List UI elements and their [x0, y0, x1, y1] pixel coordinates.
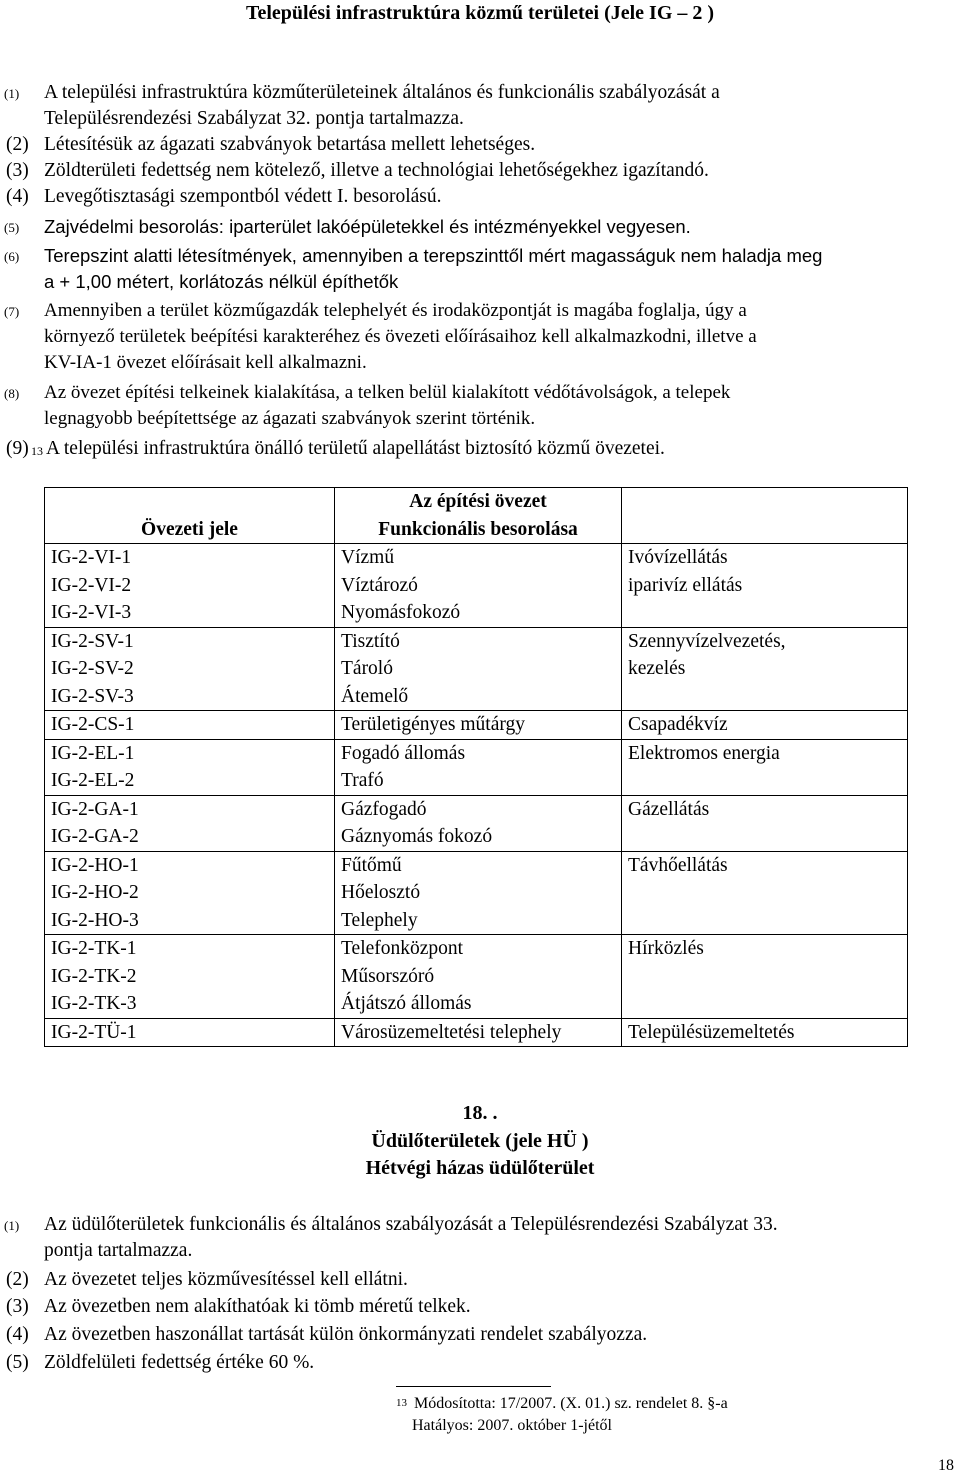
paragraph-line: Zöldterületi fedettség nem kötelező, illetve a technológiai lehetőségekhez igazítandó.: [44, 160, 709, 181]
zone-function: Tisztító: [341, 630, 400, 652]
paragraph-line: környező területek beépítési karakteréhez és övezeti előírásaihoz kell alkalmazkodni, illetve a: [44, 326, 757, 347]
zone-category: Távhőellátás: [628, 854, 728, 876]
table-row: [45, 544, 908, 628]
paragraph-number: (3): [6, 1296, 29, 1317]
zone-code: IG-2-HO-2: [51, 882, 139, 903]
paragraph-number: (1): [4, 86, 20, 101]
function-cell: [335, 935, 622, 1019]
zone-code: IG-2-VI-2: [51, 574, 132, 596]
zone-function: Fogadó állomás: [341, 742, 466, 764]
table-row: [45, 795, 908, 851]
zone-category: kezelés: [628, 658, 686, 679]
zone-code: IG-2-VI-3: [51, 602, 132, 623]
paragraph-line: Létesítésük az ágazati szabványok betartása mellett lehetséges.: [44, 134, 536, 155]
code-cell: [45, 544, 335, 628]
paragraph-line: A települési infrastruktúra közműterületeinek általános és funkcionális szabályozását a: [44, 82, 720, 103]
code-cell: [45, 795, 335, 851]
zone-function: Víztározó: [341, 574, 418, 596]
zone-function: Műsorszóró: [341, 965, 435, 987]
zone-table: [44, 487, 908, 1047]
zone-code: IG-2-EL-1: [51, 742, 135, 764]
table-row: [45, 627, 908, 711]
paragraph-number: (1): [4, 1218, 20, 1233]
zone-function: Vízmű: [341, 547, 395, 568]
header-cell-code: [45, 488, 335, 544]
paragraph-line: Zajvédelmi besorolás: iparterület lakóépületekkel és intézményekkel vegyesen.: [44, 216, 691, 237]
page-title: Települési infrastruktúra közmű területei (Jele IG – 2 ): [245, 2, 715, 24]
table-row: [45, 711, 908, 740]
paragraph-number: (4): [6, 186, 29, 207]
paragraph-number: (2): [6, 134, 29, 155]
zone-category: Gázellátás: [628, 798, 710, 820]
category-cell: [622, 1018, 908, 1047]
header-cell-category: [622, 488, 908, 544]
paragraph-number: (9): [6, 438, 29, 459]
zone-function: Gázfogadó: [341, 798, 427, 820]
code-cell: [45, 935, 335, 1019]
zone-function: Nyomásfokozó: [341, 602, 461, 623]
paragraph-number: (2): [6, 1269, 29, 1290]
zone-category: Szennyvízelvezetés,: [628, 630, 786, 652]
paragraph-line: A települési infrastruktúra önálló területű alapellátást biztosító közmű övezetei.: [46, 438, 665, 459]
zone-code: IG-2-TK-1: [51, 938, 137, 959]
zone-function: Városüzemeltetési telephely: [341, 1021, 562, 1043]
header-label: Az építési övezet: [409, 491, 547, 512]
header-label: Övezeti jele: [141, 518, 238, 540]
category-cell: [622, 739, 908, 795]
zone-category: Elektromos energia: [628, 742, 780, 764]
zone-function: Tároló: [341, 658, 393, 679]
paragraph-number: (6): [4, 249, 20, 264]
zone-function: Átjátszó állomás: [341, 993, 472, 1014]
zone-code: IG-2-SV-3: [51, 685, 134, 707]
paragraph-line: Az övezet építési telkeinek kialakítása, a telken belül kialakított védőtávolságok, a telepek: [44, 382, 731, 403]
zone-category: iparivíz ellátás: [628, 574, 743, 596]
zone-code: IG-2-HO-1: [51, 854, 139, 876]
zone-code: IG-2-TK-2: [51, 965, 137, 987]
zone-function: Fűtőmű: [341, 854, 402, 876]
zone-function: Átemelő: [341, 685, 409, 707]
zone-function: Telefonközpont: [341, 938, 464, 959]
paragraph-line: Amennyiben a terület közműgazdák telephelyét és irodaközpontját is magába foglalja, úgy a: [44, 300, 747, 321]
table-row: [45, 935, 908, 1019]
paragraph-number: (8): [4, 386, 20, 401]
zone-code: IG-2-GA-1: [51, 798, 139, 820]
function-cell: [335, 627, 622, 711]
footnote-separator: [396, 1386, 551, 1387]
zone-code: IG-2-SV-1: [51, 630, 134, 652]
section-number: 18. .: [462, 1102, 498, 1124]
zone-code: IG-2-VI-1: [51, 547, 132, 568]
zone-function: Telephely: [341, 909, 418, 931]
table-row: [45, 851, 908, 935]
category-cell: [622, 627, 908, 711]
footnote-line: Hatályos: 2007. október 1-jétől: [412, 1417, 612, 1434]
paragraph-line: Az övezetben nem alakíthatóak ki tömb méretű telkek.: [44, 1296, 471, 1317]
page-number: 18: [938, 1457, 954, 1474]
paragraph-line: Levegőtisztasági szempontból védett I. besorolású.: [44, 186, 442, 207]
paragraph-line: Az övezetet teljes közművesítéssel kell ellátni.: [44, 1269, 408, 1290]
paragraph-line: Az övezetben haszonállat tartását külön önkormányzati rendelet szabályozza.: [44, 1324, 648, 1345]
paragraph-line: Településrendezési Szabályzat 32. pontja tartalmazza.: [44, 108, 464, 129]
footnote-ref: 13: [31, 444, 43, 458]
code-cell: [45, 739, 335, 795]
code-cell: [45, 711, 335, 740]
function-cell: [335, 544, 622, 628]
paragraph-number: (7): [4, 304, 20, 319]
code-cell: [45, 627, 335, 711]
zone-function: Gáznyomás fokozó: [341, 826, 493, 847]
zone-code: IG-2-HO-3: [51, 909, 139, 931]
zone-code: IG-2-GA-2: [51, 826, 139, 847]
paragraph-line: pontja tartalmazza.: [44, 1240, 193, 1261]
category-cell: [622, 711, 908, 740]
footnote-number: 13: [396, 1397, 407, 1409]
zone-code: IG-2-CS-1: [51, 714, 135, 735]
paragraph-line: KV-IA-1 övezet előírásait kell alkalmazni.: [44, 352, 367, 373]
paragraph-number: (5): [4, 220, 20, 235]
zone-function: Trafó: [341, 770, 384, 791]
paragraph-line: legnagyobb beépítettsége az ágazati szabványok szerint történik.: [44, 408, 536, 429]
table-header-row: [45, 488, 908, 544]
function-cell: [335, 711, 622, 740]
footnote: [396, 1393, 728, 1437]
header-label: Funkcionális besorolása: [378, 518, 578, 540]
code-cell: [45, 851, 335, 935]
zone-code: IG-2-TÜ-1: [51, 1021, 137, 1043]
footnote-line: Módosította: 17/2007. (X. 01.) sz. rendelet 8. §-a: [414, 1395, 728, 1412]
code-cell: [45, 1018, 335, 1047]
paragraph-number: (4): [6, 1324, 29, 1345]
header-cell-function: [335, 488, 622, 544]
paragraph-number: (3): [6, 160, 29, 181]
category-cell: [622, 935, 908, 1019]
zone-category: Hírközlés: [628, 938, 704, 959]
zone-code: IG-2-SV-2: [51, 658, 134, 679]
section-subtitle: Hétvégi házas üdülőterület: [365, 1157, 595, 1179]
zone-code: IG-2-TK-3: [51, 993, 137, 1014]
function-cell: [335, 1018, 622, 1047]
table-row: [45, 739, 908, 795]
paragraph-line: Zöldfelületi fedettség értéke 60 %.: [44, 1352, 315, 1373]
category-cell: [622, 851, 908, 935]
function-cell: [335, 739, 622, 795]
zone-function: Hőelosztó: [341, 882, 421, 903]
zone-function: Területigényes műtárgy: [341, 714, 526, 735]
function-cell: [335, 795, 622, 851]
zone-category: Csapadékvíz: [628, 714, 728, 735]
zone-category: Ivóvízellátás: [628, 547, 728, 568]
paragraph-line: Terepszint alatti létesítmények, amennyiben a terepszinttől mért magasságuk nem haladja meg: [44, 245, 823, 266]
category-cell: [622, 795, 908, 851]
paragraph-line: Az üdülőterületek funkcionális és általános szabályozását a Településrendezési Szabályzat 33.: [44, 1214, 778, 1235]
category-cell: [622, 544, 908, 628]
function-cell: [335, 851, 622, 935]
table-row: [45, 1018, 908, 1047]
zone-code: IG-2-EL-2: [51, 770, 135, 791]
zone-category: Településüzemeltetés: [628, 1021, 795, 1043]
paragraph-line: a + 1,00 métert, korlátozás nélkül építhetők: [44, 271, 399, 292]
section-title: Üdülőterületek (jele HÜ ): [371, 1130, 589, 1152]
paragraph-number: (5): [6, 1352, 29, 1373]
